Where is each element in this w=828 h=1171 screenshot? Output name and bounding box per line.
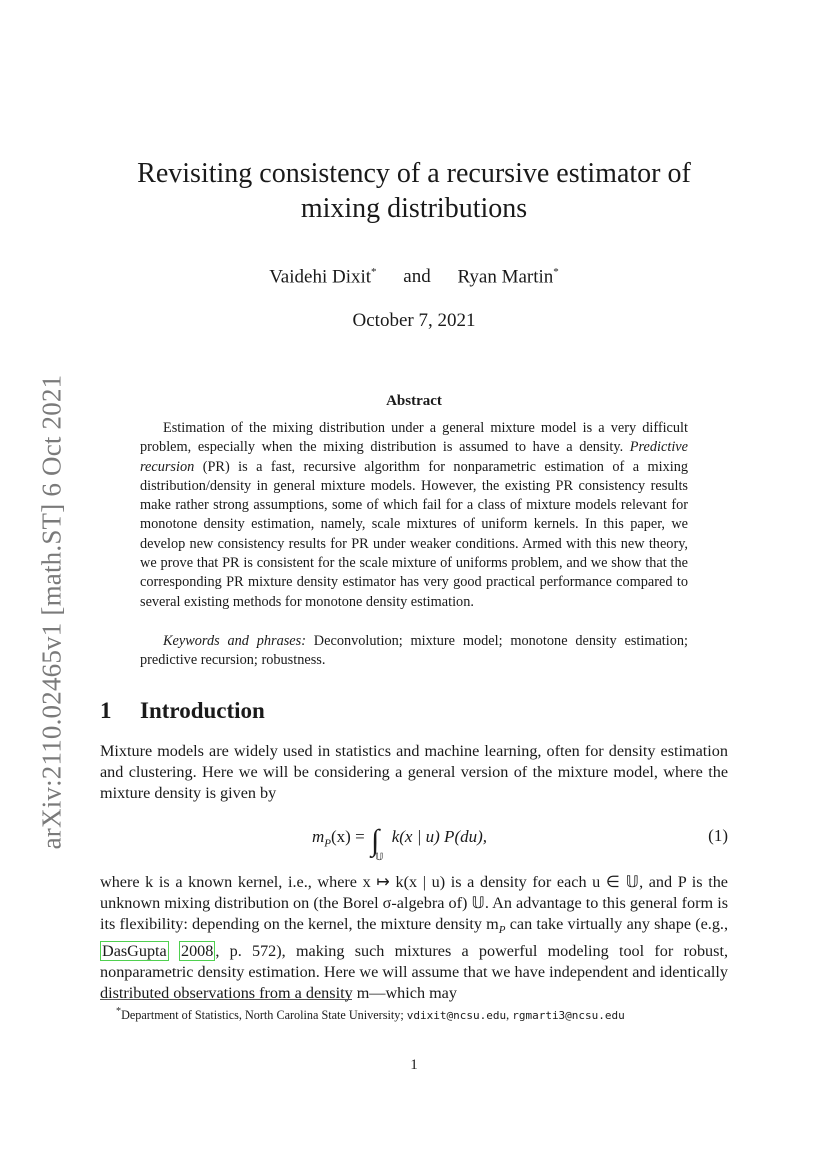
arxiv-identifier: arXiv:2110.02465v1 [math.ST] 6 Oct 2021 [36,374,67,850]
paper-date: October 7, 2021 [352,310,476,331]
author-name: Vaidehi Dixit [269,266,372,288]
footnote-rule [100,999,352,1000]
integral-domain: 𝕌 [375,852,384,863]
paper-title [100,156,728,226]
paragraph-text: can take virtually any shape (e.g., [505,915,729,933]
paragraph-text: where k is a known kernel, i.e., where x ↦ k(x | u) is a density for each u ∈ 𝕌, and P is the unknown mixing distribution on (the Borel σ-algebra of) 𝕌. An advantage to this general form is its flexibility: depending on the kernel, the mixture density m [100,873,728,933]
keywords-label: Keywords and phrases: [163,633,306,649]
section-number: 1 [100,698,112,723]
equation-lhs: m [312,827,325,846]
page-number: 1 [410,1057,418,1073]
footnote [116,1004,736,1024]
equation-number: (1) [708,826,728,845]
paragraph-text: , p. 572), making such mixtures a powerful modeling tool for robust, nonparametric density estimation. Here we will assume that we have independent and identically distributed observations from a density m—which may [100,942,728,1003]
abstract-text-part: (PR) is a fast, recursive algorithm for nonparametric estimation of a mixing distribution/density in general mixture models. However, the existing PR consistency results make rather strong assumptions, some of which fail for a class of mixture models relevant for monotone density estimation, namely, scale mixtures of uniform kernels. In this paper, we develop new consistency results for PR under weaker conditions. Armed with this new theory, we prove that PR is consistent for the scale mixture of uniforms problem, and we show that the corresponding PR mixture density estimator has very good practical performance compared to several existing methods for monotone density estimation. [140,458,688,610]
author-name: Ryan Martin [457,266,554,288]
citation-year-link[interactable]: 2008 [180,942,214,961]
email-separator: , [506,1008,513,1023]
author-email: rgmarti3@ncsu.edu [512,1009,625,1023]
abstract-text [140,419,688,612]
title-line-1: Revisiting consistency of a recursive estimator of [137,158,691,189]
display-equation [100,818,728,862]
keywords [140,632,688,671]
equation-rhs: k(x | u) P(du), [391,827,488,846]
body-paragraph: Mixture models are widely used in statistics and machine learning, often for density estimation and clustering. Here we will be considering a general version of the mixture model, where the mixture density is given by [100,742,728,802]
author-list [100,266,728,288]
abstract-heading: Abstract [386,393,442,409]
footnote-text: Department of Statistics, North Carolina State University; [121,1008,407,1023]
equation-lhs-arg: (x) = [331,827,365,846]
affiliation-mark: * [553,266,559,278]
footnote-mark: * [116,1006,122,1017]
keywords-text: Deconvolution; mixture model; monotone density estimation; predictive recursion; robustness. [140,633,689,669]
abstract-emphasis: Predictive recursion [140,439,688,475]
section-heading [100,698,265,724]
author-conjunction: and [403,266,431,288]
equation-lhs-subscript: P [324,837,332,850]
title-line-2: mixing distributions [300,193,528,224]
citation-link[interactable]: DasGupta [102,942,167,961]
body-paragraph [100,872,728,1004]
affiliation-mark: * [371,266,377,278]
section-title: Introduction [140,698,265,723]
math-subscript: P [498,924,506,937]
integral-sign: ∫ [370,824,380,857]
equation-body [312,824,487,863]
author-email: vdixit@ncsu.edu [406,1009,507,1023]
abstract-text-part: Estimation of the mixing distribution under a general mixture model is a very difficult problem, especially when the mixing distribution is assumed to have a density. [140,420,688,456]
